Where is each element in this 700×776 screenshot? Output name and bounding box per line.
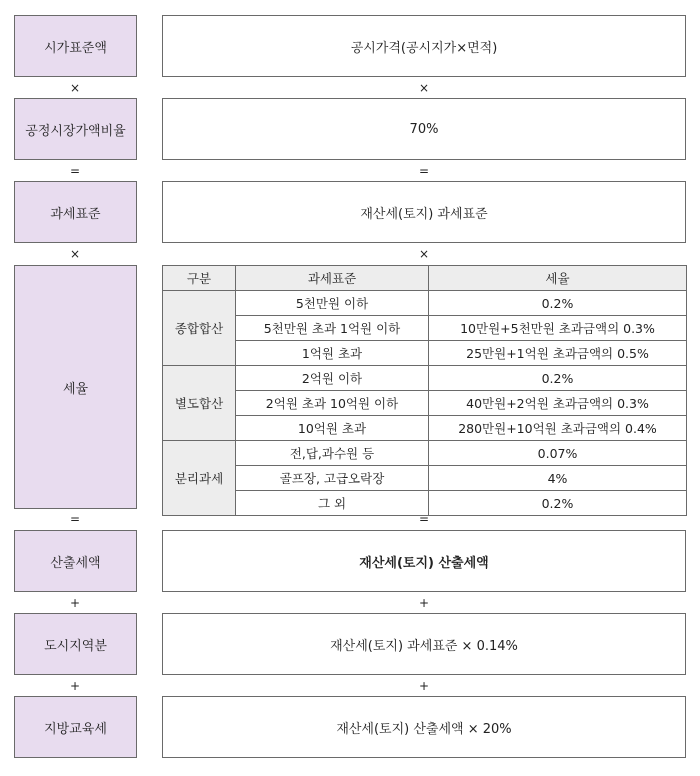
value-local-education-tax: 재산세(토지) 산출세액 × 20%	[162, 696, 686, 758]
label-base-price: 시가표준액	[14, 15, 137, 77]
rate-cell: 280만원+10억원 초과금액의 0.4%	[429, 416, 687, 441]
rate-cell: 25만원+1억원 초과금액의 0.5%	[429, 341, 687, 366]
operator-left-3: ×	[69, 247, 81, 261]
operator-right-1: ×	[418, 81, 430, 95]
operator-left-4: =	[69, 512, 81, 526]
value-tax-standard: 재산세(토지) 과세표준	[162, 181, 686, 243]
rate-cell: 40만원+2억원 초과금액의 0.3%	[429, 391, 687, 416]
operator-right-5: +	[418, 596, 430, 610]
group-cell: 분리과세	[163, 441, 236, 516]
table-row	[163, 466, 687, 491]
table-row	[163, 291, 687, 316]
standard-cell: 5천만원 이하	[236, 291, 429, 316]
rate-cell: 0.2%	[429, 366, 687, 391]
operator-left-6: +	[69, 679, 81, 693]
rate-cell: 0.2%	[429, 291, 687, 316]
value-base-price: 공시가격(공시지가×면적)	[162, 15, 686, 77]
group-cell: 별도합산	[163, 366, 236, 441]
header-group: 구분	[163, 266, 236, 291]
rate-cell: 10만원+5천만원 초과금액의 0.3%	[429, 316, 687, 341]
label-calculated-tax: 산출세액	[14, 530, 137, 592]
standard-cell: 5천만원 초과 1억원 이하	[236, 316, 429, 341]
standard-cell: 1억원 초과	[236, 341, 429, 366]
value-calculated-tax: 재산세(토지) 산출세액	[162, 530, 686, 592]
value-urban-area-tax: 재산세(토지) 과세표준 × 0.14%	[162, 613, 686, 675]
operator-right-2: =	[418, 164, 430, 178]
label-local-education-tax: 지방교육세	[14, 696, 137, 758]
table-row	[163, 391, 687, 416]
standard-cell: 2억원 이하	[236, 366, 429, 391]
label-tax-rate: 세율	[14, 265, 137, 509]
table-row	[163, 416, 687, 441]
table-row	[163, 316, 687, 341]
rate-cell: 0.2%	[429, 491, 687, 516]
standard-cell: 전,답,과수원 등	[236, 441, 429, 466]
header-rate: 세율	[429, 266, 687, 291]
header-standard: 과세표준	[236, 266, 429, 291]
rate-cell: 4%	[429, 466, 687, 491]
label-urban-area-tax: 도시지역분	[14, 613, 137, 675]
table-row	[163, 341, 687, 366]
standard-cell: 10억원 초과	[236, 416, 429, 441]
table-row	[163, 366, 687, 391]
table-row	[163, 441, 687, 466]
operator-left-1: ×	[69, 81, 81, 95]
operator-left-2: =	[69, 164, 81, 178]
table-header-row	[163, 266, 687, 291]
tax-rate-table	[162, 265, 687, 516]
label-tax-standard: 과세표준	[14, 181, 137, 243]
operator-right-3: ×	[418, 247, 430, 261]
operator-left-5: +	[69, 596, 81, 610]
label-market-ratio: 공정시장가액비율	[14, 98, 137, 160]
standard-cell: 골프장, 고급오락장	[236, 466, 429, 491]
value-market-ratio: 70%	[162, 98, 686, 160]
group-cell: 종합합산	[163, 291, 236, 366]
standard-cell: 2억원 초과 10억원 이하	[236, 391, 429, 416]
rate-cell: 0.07%	[429, 441, 687, 466]
operator-right-6: +	[418, 679, 430, 693]
operator-right-4: =	[418, 512, 430, 526]
standard-cell: 그 외	[236, 491, 429, 516]
